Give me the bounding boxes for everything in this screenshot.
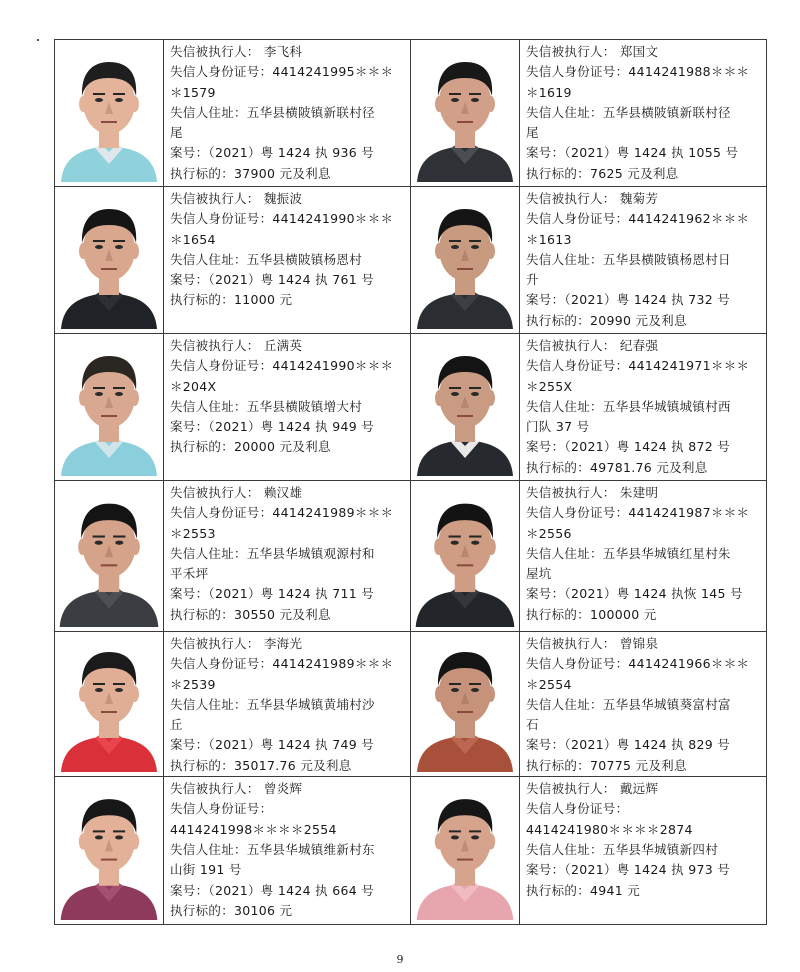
info-line: 执行标的：70775 元及利息 [526, 757, 687, 773]
portrait-photo [55, 632, 163, 772]
portrait-mouth [457, 564, 473, 566]
info-line: 案号：（2021）粤 1424 执恢 145 号 [526, 586, 743, 602]
page-number: 9 [396, 953, 404, 966]
info-line: 失信被执行人： 戴远辉 [526, 781, 659, 797]
info-line: 案号：（2021）粤 1424 执 936 号 [170, 145, 375, 161]
portrait-ear-left [78, 539, 86, 555]
info-line: ＊2556 [526, 525, 572, 541]
info-line: 失信人住址：五华县横陂镇杨恩村 [170, 251, 363, 267]
info-line: 失信被执行人： 赖汉雄 [170, 485, 303, 500]
portrait-mouth [101, 121, 117, 123]
portrait-photo [55, 777, 163, 920]
info-line: ＊2554 [526, 676, 572, 692]
portrait-mouth [457, 268, 473, 270]
portrait-brow-left [449, 830, 461, 832]
portrait-photo [411, 334, 519, 476]
info-line: 执行标的：20990 元及利息 [526, 312, 687, 328]
portrait-brow-right [469, 93, 481, 95]
portrait-cell [55, 481, 164, 632]
portrait-eye-left [451, 688, 459, 692]
portrait-eye-right [115, 98, 123, 102]
portrait-eye-right [115, 245, 123, 249]
info-line: 失信人身份证号：4414241962＊＊＊ [526, 211, 750, 227]
portrait-eye-right [471, 688, 479, 692]
portrait-brow-left [93, 387, 105, 389]
info-line: ＊2539 [170, 676, 216, 692]
info-line: 失信人住址：五华县横陂镇增大村 [170, 398, 363, 414]
portrait-eye-left [95, 98, 103, 102]
portrait-eye-left [95, 392, 103, 396]
info-line: ＊255X [526, 378, 573, 394]
info-line: 石 [526, 717, 539, 733]
info-line: 执行标的：30106 元 [170, 902, 293, 918]
portrait-brow-right [113, 535, 125, 537]
portrait-ear-right [131, 686, 139, 702]
debtor-info-cell [520, 777, 767, 925]
portrait-photo [411, 632, 519, 772]
info-line: 失信被执行人： 朱建明 [526, 485, 659, 500]
info-line: 尾 [526, 125, 539, 141]
portrait-cell [55, 334, 164, 481]
debtor-info-cell [520, 632, 767, 777]
portrait-brow-right [469, 387, 481, 389]
debtor-row [55, 334, 767, 481]
portrait-brow-left [93, 240, 105, 242]
info-line: 执行标的：11000 元 [170, 292, 293, 308]
info-line: 案号：（2021）粤 1424 执 949 号 [170, 419, 375, 435]
portrait-ear-right [131, 390, 139, 406]
portrait-mouth [101, 711, 117, 713]
portrait-cell [411, 334, 520, 481]
debtor-table [54, 39, 756, 918]
info-line: 失信被执行人： 李海光 [170, 636, 303, 651]
info-line: ＊2553 [170, 525, 216, 541]
info-line: 失信人住址：五华县华城镇维新村东 [170, 841, 375, 857]
info-line: 门队 37 号 [526, 419, 590, 435]
info-line: 丘 [170, 717, 183, 733]
info-line: 失信人住址：五华县华城镇葵富村富 [526, 696, 731, 712]
info-line: 4414241980＊＊＊＊2874 [526, 821, 693, 837]
portrait-eye-right [471, 835, 479, 839]
portrait-ear-right [487, 96, 495, 112]
portrait-ear-right [487, 390, 495, 406]
portrait-ear-right [488, 539, 496, 555]
portrait-eye-right [115, 835, 123, 839]
info-line: 执行标的：30550 元及利息 [170, 606, 331, 622]
debtor-row [55, 777, 767, 925]
info-line: 失信人住址：五华县横陂镇杨恩村日 [526, 251, 731, 267]
info-line: 执行标的：35017.76 元及利息 [170, 757, 352, 773]
info-line: 失信人身份证号：4414241990＊＊＊ [170, 211, 394, 227]
portrait-photo [55, 334, 163, 476]
portrait-brow-right [469, 830, 481, 832]
portrait-ear-left [435, 243, 443, 259]
portrait-mouth [457, 121, 473, 123]
debtor-info-cell [520, 40, 767, 187]
debtor-info-cell [164, 187, 411, 334]
portrait-eye-right [471, 541, 479, 545]
portrait-eye-left [451, 835, 459, 839]
portrait-mouth [101, 859, 117, 861]
portrait-brow-right [469, 535, 481, 537]
info-line: 失信被执行人： 纪春强 [526, 338, 659, 353]
info-line: 执行标的：49781.76 元及利息 [526, 459, 708, 475]
info-line: 失信人住址：五华县华城镇红星村朱 [526, 545, 731, 561]
info-line: 案号：（2021）粤 1424 执 829 号 [526, 737, 731, 753]
info-line: 失信人住址：五华县横陂镇新联村径 [526, 104, 731, 120]
debtor-info-cell [164, 40, 411, 187]
info-line: 升 [526, 272, 539, 288]
portrait-cell [411, 187, 520, 334]
portrait-brow-right [113, 387, 125, 389]
info-line: 失信人身份证号：4414241966＊＊＊ [526, 656, 750, 672]
portrait-eye-left [95, 245, 103, 249]
portrait-photo [55, 481, 163, 627]
info-line: 案号：（2021）粤 1424 执 664 号 [170, 882, 375, 898]
debtor-row [55, 187, 767, 334]
portrait-eye-right [115, 541, 123, 545]
info-line: ＊1654 [170, 231, 216, 247]
info-line: 失信被执行人： 李飞科 [170, 44, 303, 59]
portrait-brow-right [469, 683, 481, 685]
info-line: 执行标的：4941 元 [526, 882, 641, 898]
portrait-mouth [101, 415, 117, 417]
info-line: 失信人身份证号：4414241988＊＊＊ [526, 64, 750, 80]
debtor-info-cell [520, 481, 767, 632]
portrait-cell [55, 187, 164, 334]
info-line: 失信被执行人： 曾锦泉 [526, 636, 659, 651]
portrait-ear-right [487, 243, 495, 259]
info-line: 失信人身份证号：4414241987＊＊＊ [526, 505, 750, 521]
info-line: 失信人身份证号：4414241971＊＊＊ [526, 358, 750, 374]
portrait-brow-left [93, 535, 105, 537]
debtor-info-cell [520, 334, 767, 481]
portrait-eye-left [451, 245, 459, 249]
debtor-row [55, 40, 767, 187]
info-line: 屋坑 [526, 566, 552, 582]
portrait-ear-left [435, 96, 443, 112]
debtor-info-cell [164, 334, 411, 481]
info-line: 案号：（2021）粤 1424 执 973 号 [526, 862, 731, 878]
portrait-brow-right [469, 240, 481, 242]
info-line: 失信被执行人： 郑国文 [526, 44, 659, 59]
portrait-photo [411, 40, 519, 182]
info-line: 执行标的：20000 元及利息 [170, 439, 331, 455]
portrait-cell [411, 632, 520, 777]
portrait-eye-right [115, 688, 123, 692]
info-line: 执行标的：7625 元及利息 [526, 165, 679, 181]
portrait-brow-left [449, 387, 461, 389]
info-line: ＊1579 [170, 84, 216, 100]
portrait-mouth [457, 711, 473, 713]
debtor-grid [54, 39, 767, 925]
portrait-brow-left [449, 535, 461, 537]
info-line: 平禾坪 [170, 566, 209, 582]
portrait-eye-right [115, 392, 123, 396]
info-line: 尾 [170, 125, 183, 141]
portrait-brow-left [93, 683, 105, 685]
portrait-ear-left [434, 539, 442, 555]
info-line: 4414241998＊＊＊＊2554 [170, 821, 337, 837]
debtor-info-cell [164, 777, 411, 925]
portrait-eye-left [451, 98, 459, 102]
portrait-photo [55, 187, 163, 329]
portrait-eye-left [95, 835, 103, 839]
info-line: 案号：（2021）粤 1424 执 732 号 [526, 292, 731, 308]
portrait-brow-right [113, 830, 125, 832]
portrait-ear-left [79, 96, 87, 112]
portrait-mouth [457, 859, 473, 861]
info-line: 失信人住址：五华县华城镇黄埔村沙 [170, 696, 375, 712]
portrait-brow-left [449, 93, 461, 95]
portrait-ear-right [131, 243, 139, 259]
info-line: 失信人身份证号：4414241989＊＊＊ [170, 656, 394, 672]
portrait-eye-right [471, 98, 479, 102]
info-line: ＊1613 [526, 231, 572, 247]
portrait-photo [55, 40, 163, 182]
portrait-brow-left [93, 830, 105, 832]
portrait-mouth [101, 268, 117, 270]
info-line: 失信人住址：五华县华城镇观源村和 [170, 545, 375, 561]
portrait-ear-left [435, 390, 443, 406]
portrait-brow-left [449, 683, 461, 685]
info-line: 失信人身份证号： [526, 801, 629, 817]
info-line: 失信人身份证号：4414241995＊＊＊ [170, 64, 394, 80]
info-line: 山街 191 号 [170, 862, 242, 878]
info-line: 失信人身份证号：4414241989＊＊＊ [170, 505, 394, 521]
portrait-eye-left [95, 688, 103, 692]
portrait-cell [411, 40, 520, 187]
portrait-ear-left [79, 833, 87, 849]
info-line: 案号：（2021）粤 1424 执 872 号 [526, 439, 731, 455]
info-line: 失信人住址：五华县横陂镇新联村径 [170, 104, 375, 120]
portrait-eye-right [471, 245, 479, 249]
portrait-ear-right [487, 833, 495, 849]
portrait-ear-left [79, 390, 87, 406]
info-line: 失信被执行人： 魏菊芳 [526, 191, 659, 206]
portrait-eye-left [95, 541, 103, 545]
debtor-info-cell [520, 187, 767, 334]
portrait-mouth [457, 415, 473, 417]
portrait-ear-right [132, 539, 140, 555]
info-line: 失信被执行人： 魏振波 [170, 191, 303, 206]
info-line: 案号：（2021）粤 1424 执 749 号 [170, 737, 375, 753]
portrait-brow-left [449, 240, 461, 242]
info-line: ＊204X [170, 378, 217, 394]
debtor-info-cell [164, 481, 411, 632]
portrait-eye-left [451, 392, 459, 396]
portrait-brow-right [113, 683, 125, 685]
info-line: 案号：（2021）粤 1424 执 761 号 [170, 272, 375, 288]
scan-speck [37, 39, 39, 41]
info-line: 失信人身份证号： [170, 801, 273, 817]
portrait-brow-right [113, 240, 125, 242]
portrait-cell [55, 632, 164, 777]
portrait-photo [411, 777, 519, 920]
info-line: 失信被执行人： 丘满英 [170, 338, 303, 353]
portrait-eye-right [471, 392, 479, 396]
portrait-cell [411, 777, 520, 925]
portrait-cell [55, 777, 164, 925]
info-line: 案号：（2021）粤 1424 执 711 号 [170, 586, 375, 602]
info-line: 案号：（2021）粤 1424 执 1055 号 [526, 145, 739, 161]
portrait-brow-left [93, 93, 105, 95]
portrait-cell [411, 481, 520, 632]
portrait-eye-left [451, 541, 459, 545]
portrait-brow-right [113, 93, 125, 95]
portrait-cell [55, 40, 164, 187]
portrait-photo [411, 481, 519, 627]
portrait-ear-right [487, 686, 495, 702]
portrait-mouth [101, 564, 117, 566]
info-line: 执行标的：100000 元 [526, 606, 657, 622]
debtor-info-cell [164, 632, 411, 777]
info-line: 失信被执行人： 曾炎辉 [170, 781, 303, 797]
portrait-ear-left [79, 686, 87, 702]
info-line: 失信人身份证号：4414241990＊＊＊ [170, 358, 394, 374]
portrait-ear-right [131, 833, 139, 849]
info-line: 失信人住址：五华县华城镇城镇村西 [526, 398, 731, 414]
debtor-row [55, 481, 767, 632]
portrait-ear-left [79, 243, 87, 259]
portrait-ear-right [131, 96, 139, 112]
portrait-photo [411, 187, 519, 329]
info-line: ＊1619 [526, 84, 572, 100]
portrait-ear-left [435, 833, 443, 849]
info-line: 执行标的：37900 元及利息 [170, 165, 331, 181]
portrait-ear-left [435, 686, 443, 702]
info-line: 失信人住址：五华县华城镇新四村 [526, 841, 719, 857]
debtor-row [55, 632, 767, 777]
